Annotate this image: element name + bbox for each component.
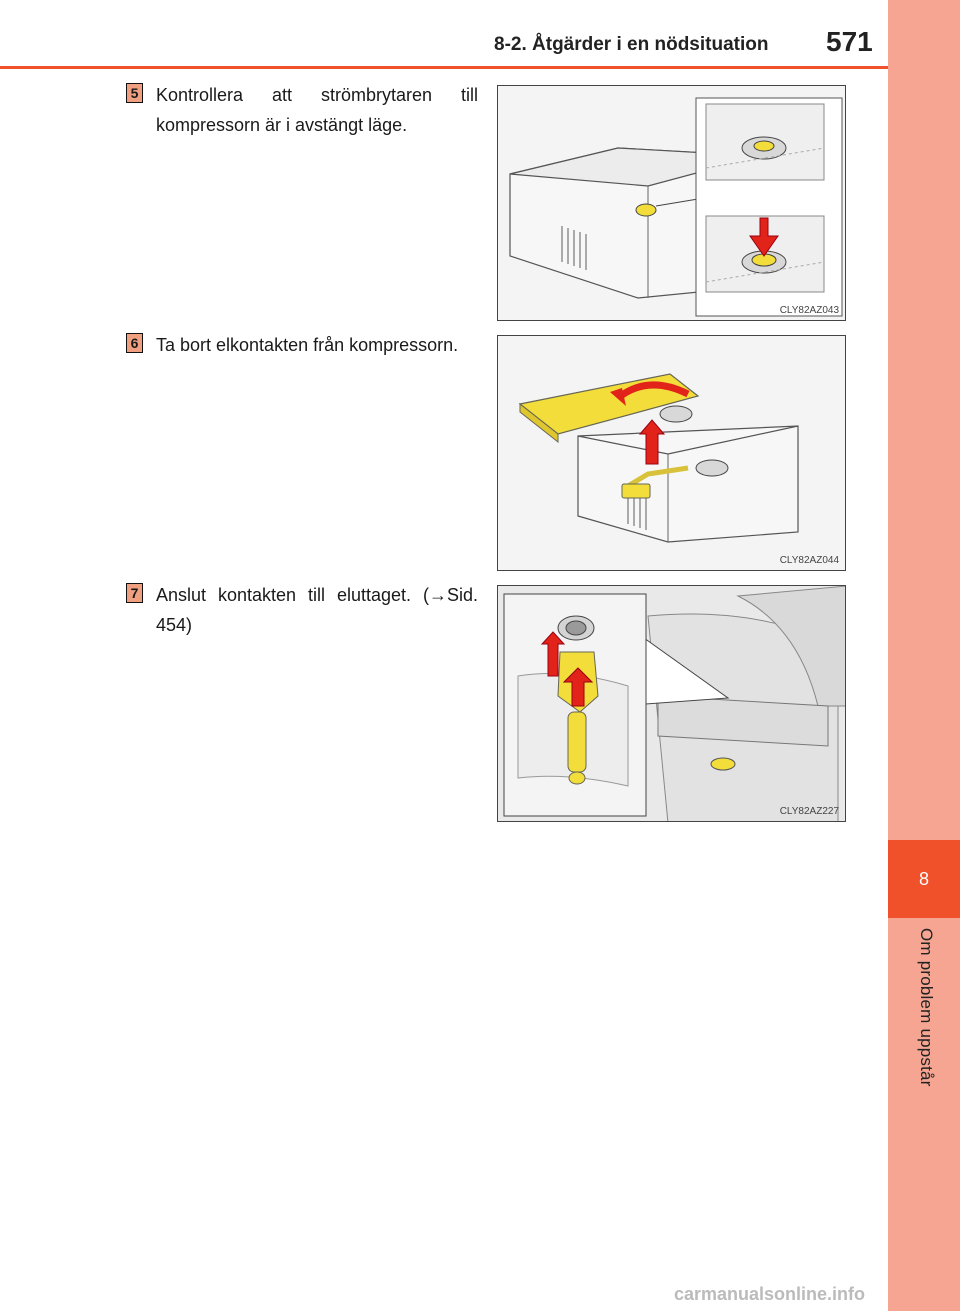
figure-code: CLY82AZ043: [779, 305, 839, 316]
figure-remove-plug: [497, 335, 846, 571]
figure-code: CLY82AZ044: [779, 555, 839, 566]
step-badge-7: 7: [126, 583, 143, 603]
watermark: carmanualsonline.info: [674, 1284, 866, 1304]
step-text-7: Anslut kontakten till eluttaget. (→Sid. 454): [156, 585, 478, 635]
connect-socket-illustration: [498, 586, 846, 822]
step-text-6: Ta bort elkontakten från kompressorn.: [156, 335, 459, 355]
remove-plug-illustration: [498, 336, 846, 571]
figure-code: CLY82AZ227: [779, 806, 839, 817]
step-badge-6: 6: [126, 333, 143, 353]
chapter-title: Om problem uppstår: [917, 928, 936, 1087]
step-badge-5: 5: [126, 83, 143, 103]
header-rule: [0, 66, 888, 69]
figure-compressor-switch: [497, 85, 846, 321]
step-text-5: Kontrollera att strömbrytaren till kompressorn är i avstängt läge.: [156, 85, 478, 135]
compressor-switch-illustration: [498, 86, 846, 321]
chapter-number: 8: [918, 868, 929, 889]
section-title: 8-2. Åtgärder i en nödsituation: [494, 34, 769, 55]
figure-connect-socket: [497, 585, 846, 822]
page-number: 571: [826, 26, 873, 57]
